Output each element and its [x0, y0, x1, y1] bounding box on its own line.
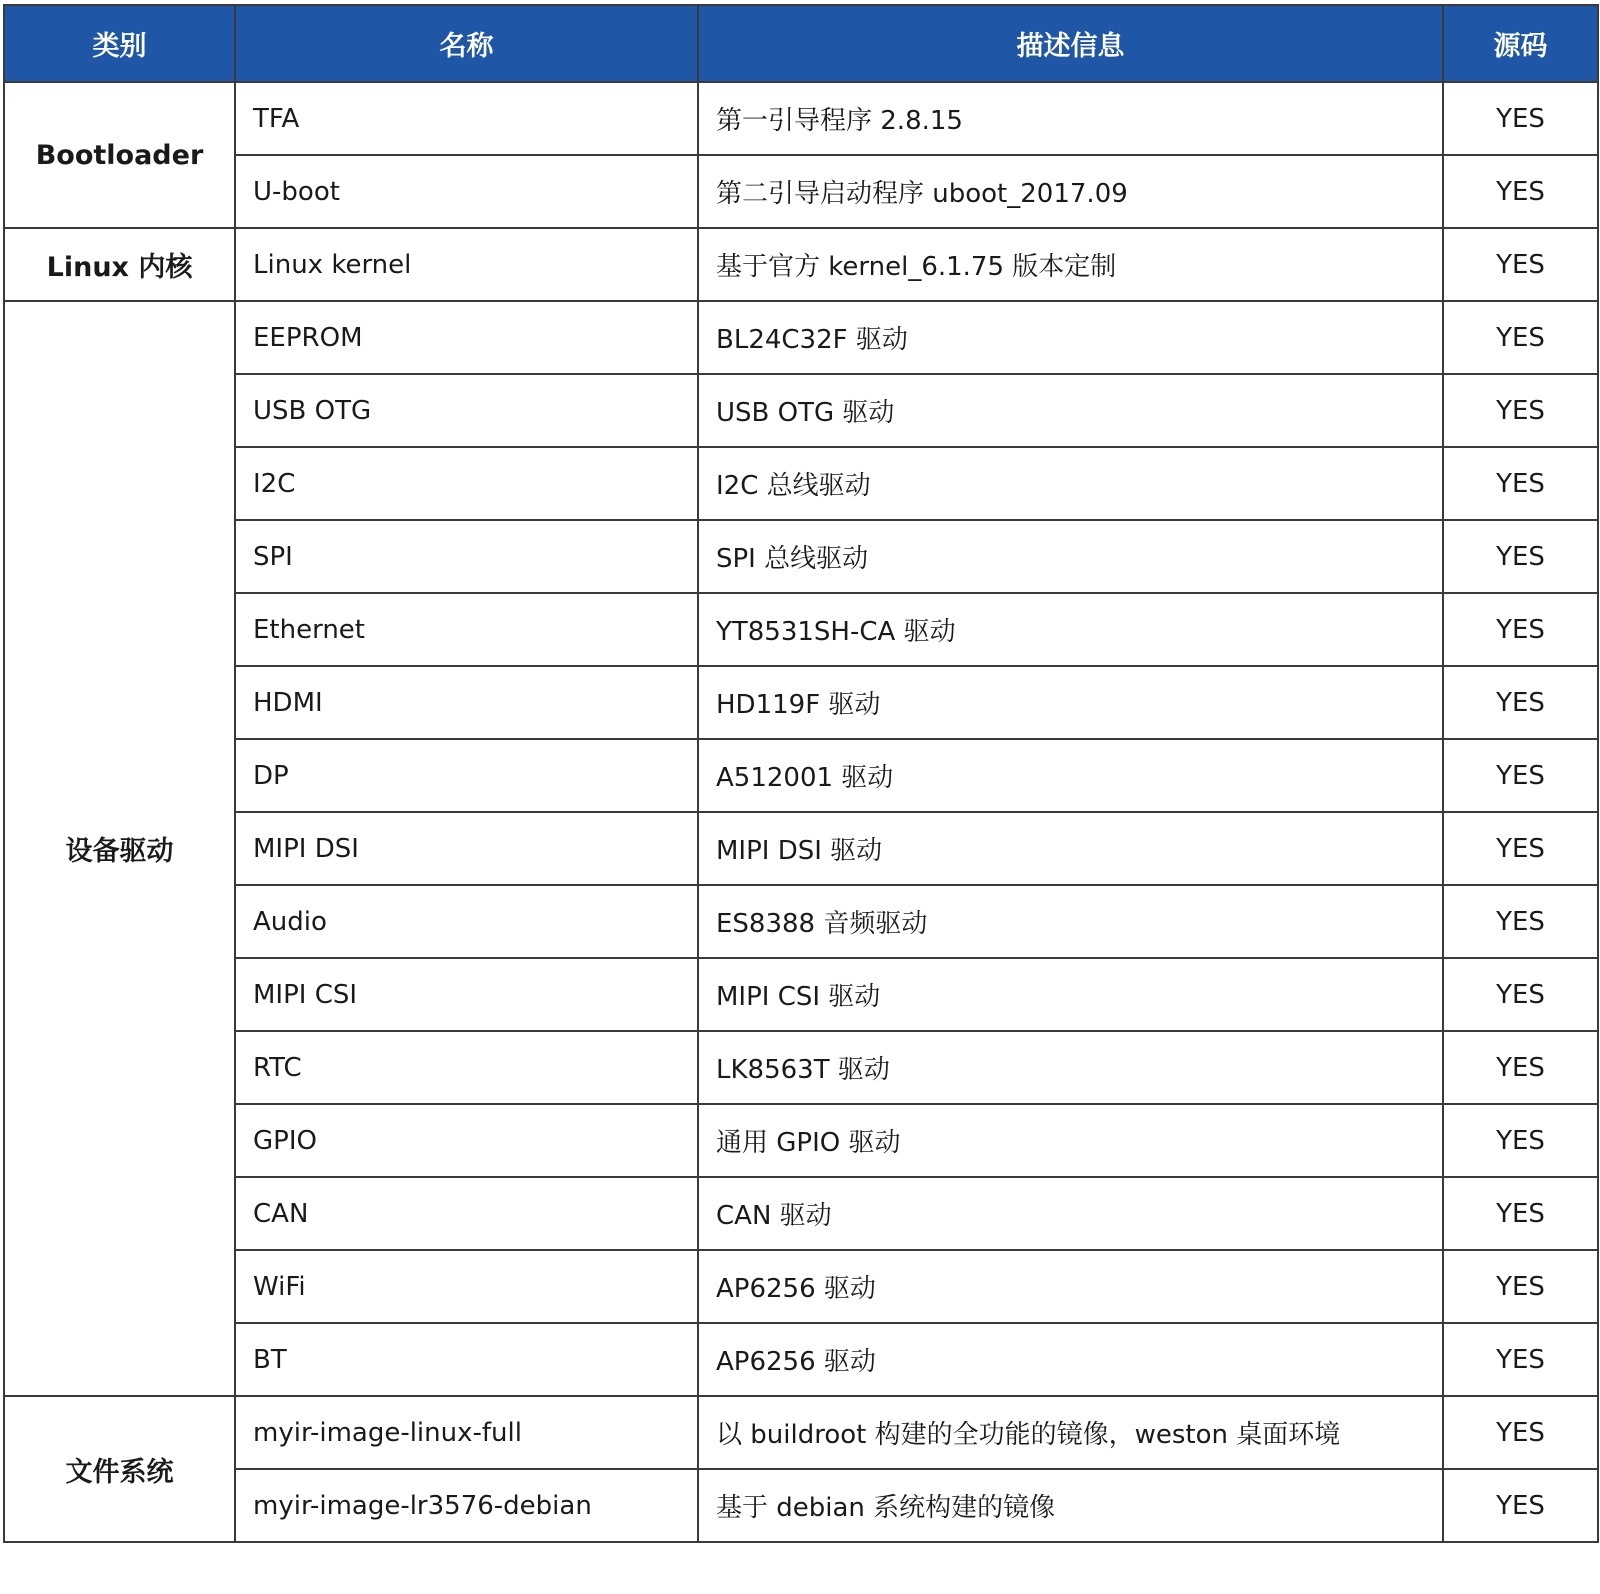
- table-row: [4, 666, 1598, 739]
- description-cell: AP6256 驱动: [698, 1250, 1443, 1323]
- description-cell: 基于 debian 系统构建的镜像: [698, 1469, 1443, 1542]
- description-cell: BL24C32F 驱动: [698, 301, 1443, 374]
- software-table: [3, 4, 1599, 1543]
- table-row: [4, 739, 1598, 812]
- source-cell: YES: [1443, 228, 1598, 301]
- name-cell: GPIO: [235, 1104, 698, 1177]
- source-cell: YES: [1443, 1031, 1598, 1104]
- source-cell: YES: [1443, 1323, 1598, 1396]
- name-cell: MIPI CSI: [235, 958, 698, 1031]
- source-cell: YES: [1443, 520, 1598, 593]
- table-row: [4, 82, 1598, 155]
- description-cell: 以 buildroot 构建的全功能的镜像，weston 桌面环境: [698, 1396, 1443, 1469]
- category-cell: 设备驱动: [4, 301, 235, 1396]
- table-row: [4, 1396, 1598, 1469]
- description-cell: 基于官方 kernel_6.1.75 版本定制: [698, 228, 1443, 301]
- description-cell: ES8388 音频驱动: [698, 885, 1443, 958]
- name-cell: myir-image-lr3576-debian: [235, 1469, 698, 1542]
- description-cell: MIPI CSI 驱动: [698, 958, 1443, 1031]
- table-row: [4, 520, 1598, 593]
- description-cell: AP6256 驱动: [698, 1323, 1443, 1396]
- table-row: [4, 301, 1598, 374]
- source-cell: YES: [1443, 374, 1598, 447]
- name-cell: I2C: [235, 447, 698, 520]
- source-cell: YES: [1443, 447, 1598, 520]
- category-cell: Bootloader: [4, 82, 235, 228]
- description-cell: YT8531SH-CA 驱动: [698, 593, 1443, 666]
- name-cell: SPI: [235, 520, 698, 593]
- table-row: [4, 958, 1598, 1031]
- description-cell: LK8563T 驱动: [698, 1031, 1443, 1104]
- source-cell: YES: [1443, 958, 1598, 1031]
- table-row: [4, 374, 1598, 447]
- description-cell: A512001 驱动: [698, 739, 1443, 812]
- table-row: [4, 593, 1598, 666]
- source-cell: YES: [1443, 155, 1598, 228]
- source-cell: YES: [1443, 739, 1598, 812]
- source-cell: YES: [1443, 301, 1598, 374]
- description-cell: CAN 驱动: [698, 1177, 1443, 1250]
- table-row: [4, 228, 1598, 301]
- table-row: [4, 1323, 1598, 1396]
- name-cell: MIPI DSI: [235, 812, 698, 885]
- header-category: 类别: [4, 5, 235, 82]
- table-row: [4, 1177, 1598, 1250]
- description-cell: SPI 总线驱动: [698, 520, 1443, 593]
- description-cell: USB OTG 驱动: [698, 374, 1443, 447]
- source-cell: YES: [1443, 1104, 1598, 1177]
- source-cell: YES: [1443, 1469, 1598, 1542]
- table-row: [4, 812, 1598, 885]
- name-cell: RTC: [235, 1031, 698, 1104]
- header-name: 名称: [235, 5, 698, 82]
- table-row: [4, 885, 1598, 958]
- name-cell: CAN: [235, 1177, 698, 1250]
- table-row: [4, 1250, 1598, 1323]
- table-row: [4, 1104, 1598, 1177]
- source-cell: YES: [1443, 666, 1598, 739]
- description-cell: HD119F 驱动: [698, 666, 1443, 739]
- description-cell: MIPI DSI 驱动: [698, 812, 1443, 885]
- name-cell: USB OTG: [235, 374, 698, 447]
- name-cell: Ethernet: [235, 593, 698, 666]
- name-cell: WiFi: [235, 1250, 698, 1323]
- category-cell: 文件系统: [4, 1396, 235, 1542]
- source-cell: YES: [1443, 1396, 1598, 1469]
- description-cell: 第一引导程序 2.8.15: [698, 82, 1443, 155]
- name-cell: EEPROM: [235, 301, 698, 374]
- source-cell: YES: [1443, 593, 1598, 666]
- source-cell: YES: [1443, 812, 1598, 885]
- table-row: [4, 155, 1598, 228]
- name-cell: U-boot: [235, 155, 698, 228]
- header-source: 源码: [1443, 5, 1598, 82]
- category-cell: Linux 内核: [4, 228, 235, 301]
- description-cell: 第二引导启动程序 uboot_2017.09: [698, 155, 1443, 228]
- source-cell: YES: [1443, 1177, 1598, 1250]
- source-cell: YES: [1443, 1250, 1598, 1323]
- header-description: 描述信息: [698, 5, 1443, 82]
- name-cell: BT: [235, 1323, 698, 1396]
- table-row: [4, 1031, 1598, 1104]
- name-cell: Linux kernel: [235, 228, 698, 301]
- table-row: [4, 447, 1598, 520]
- name-cell: DP: [235, 739, 698, 812]
- table-row: [4, 1469, 1598, 1542]
- name-cell: TFA: [235, 82, 698, 155]
- name-cell: Audio: [235, 885, 698, 958]
- name-cell: myir-image-linux-full: [235, 1396, 698, 1469]
- description-cell: I2C 总线驱动: [698, 447, 1443, 520]
- name-cell: HDMI: [235, 666, 698, 739]
- source-cell: YES: [1443, 885, 1598, 958]
- source-cell: YES: [1443, 82, 1598, 155]
- header-row: [4, 5, 1598, 82]
- description-cell: 通用 GPIO 驱动: [698, 1104, 1443, 1177]
